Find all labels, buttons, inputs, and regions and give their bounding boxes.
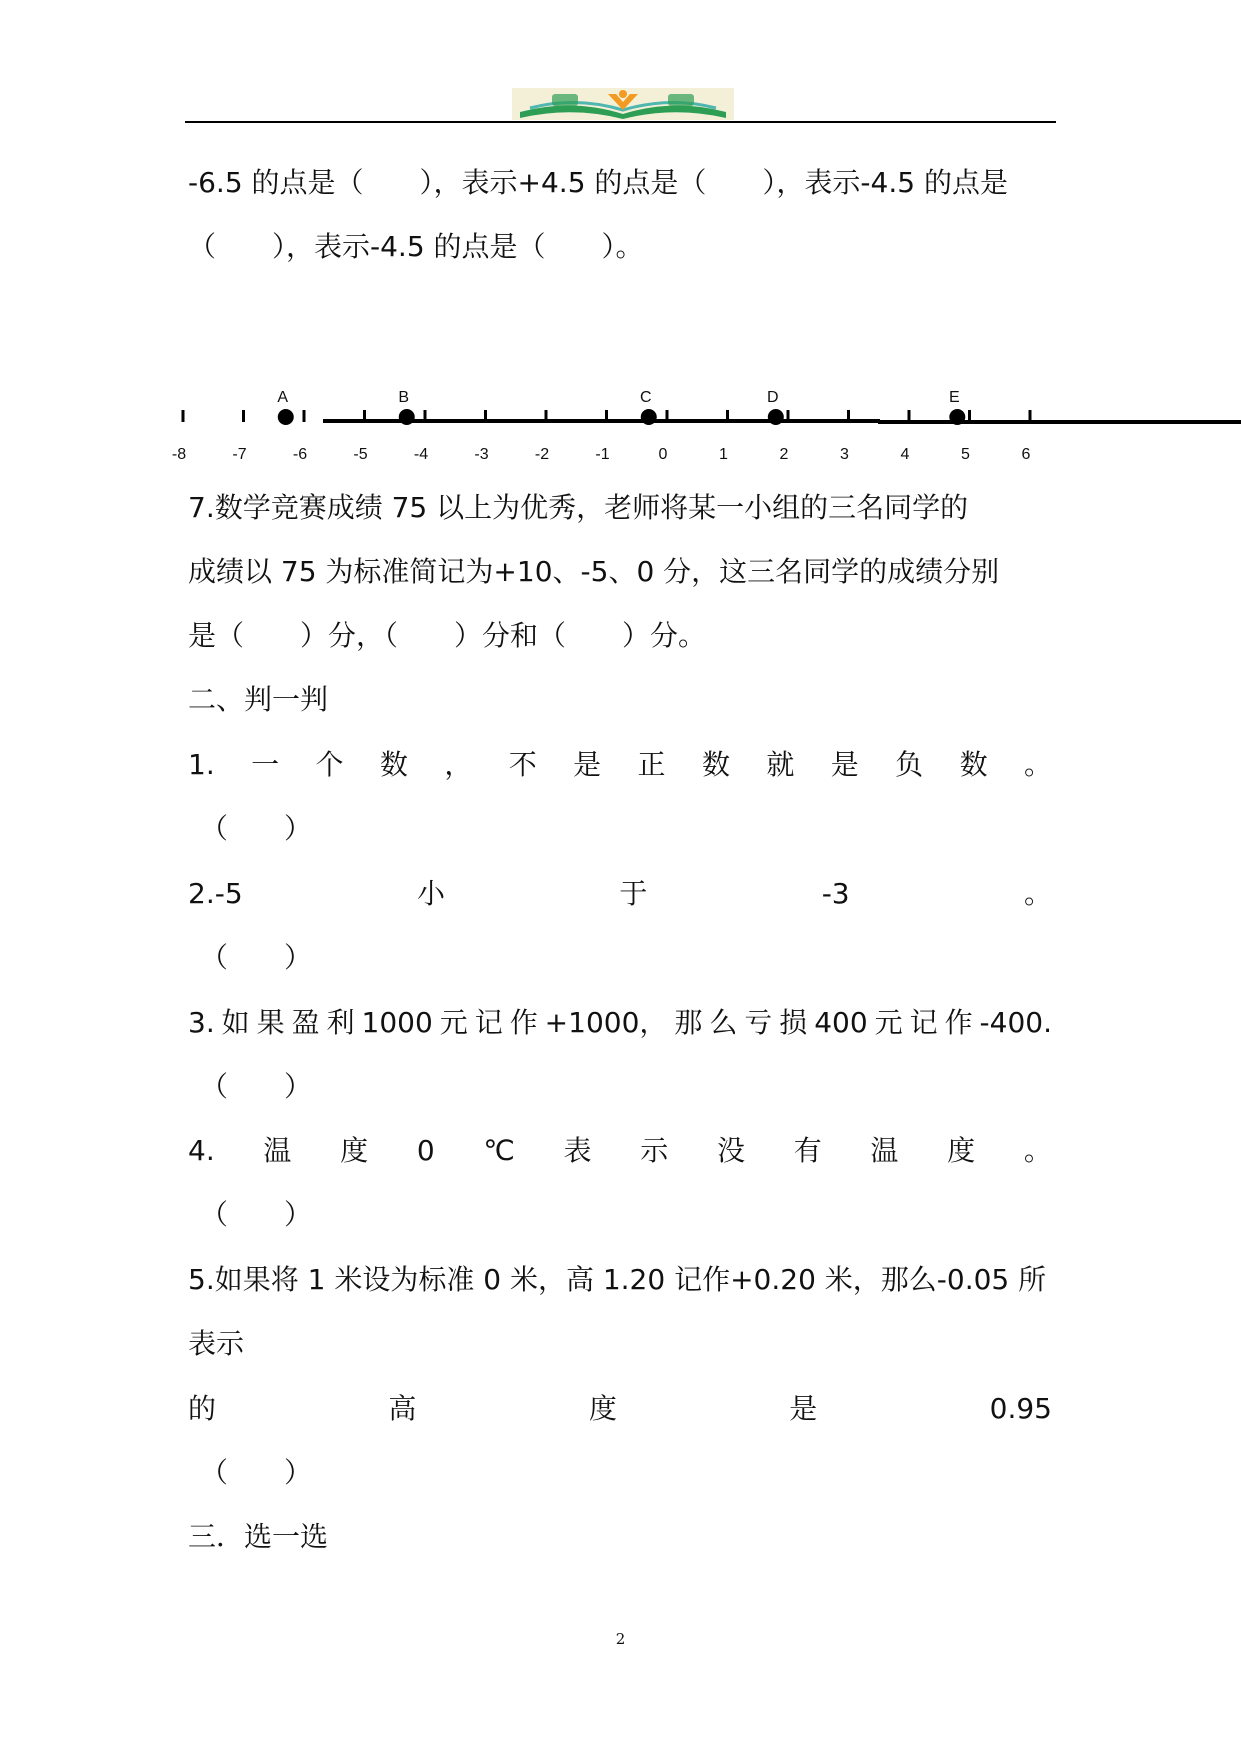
judge-q3-part: 元 — [874, 1006, 903, 1039]
judge-q5-line-3-part: 是 — [789, 1392, 818, 1425]
judge-q4-part: 示 — [640, 1134, 669, 1167]
point-label-d: D — [767, 389, 779, 406]
judge-q5-line-2: 表示 — [188, 1327, 245, 1360]
q7-line-2: 成绩以 75 为标准简记为+10、-5、0 分，这三名同学的成绩分别 — [188, 555, 1000, 588]
point-label-c: C — [639, 389, 652, 406]
judge-q5-line-3-part: 高 — [388, 1392, 417, 1425]
judge-q5-line-3-part: 度 — [588, 1392, 617, 1425]
header-logo — [512, 88, 734, 120]
judge-q4-part: 表 — [563, 1134, 592, 1167]
judge-q3-part: 利 — [326, 1006, 355, 1039]
judge-q2 — [188, 874, 1052, 914]
tick-label: 0 — [658, 446, 668, 463]
judge-q2-part: 2.-5 — [188, 877, 243, 910]
judge-q3-part: 3. — [188, 1006, 215, 1039]
judge-q1-part: 。 — [1023, 748, 1052, 781]
q7-line-3: 是（ ）分，（ ）分和（ ）分。 — [188, 619, 707, 652]
judge-q4-part: 度 — [340, 1134, 369, 1167]
judge-q2-answer-blank: （ ） — [200, 941, 313, 974]
q6-line-1: -6.5 的点是（ ），表示+4.5 的点是（ ），表示-4.5 的点是 — [188, 166, 1008, 199]
judge-q1-part: 负 — [895, 748, 924, 781]
judge-q4-part: 4. — [188, 1134, 215, 1167]
point-dot-b — [399, 409, 415, 425]
tick-label: 1 — [719, 446, 728, 463]
judge-q1-part: 数 — [379, 748, 408, 781]
tick-label: -1 — [595, 446, 610, 463]
judge-q3-part: 果 — [256, 1006, 285, 1039]
judge-q4-part: 0 — [416, 1134, 435, 1167]
tick-label: -8 — [171, 446, 187, 463]
tick-label: 6 — [1021, 446, 1031, 463]
judge-q4-part: 没 — [716, 1134, 745, 1167]
judge-q3-part: 作 — [944, 1006, 973, 1039]
section-2-title: 二、判一判 — [188, 683, 329, 716]
judge-q3-part: 损 — [779, 1006, 808, 1039]
tick-label: 5 — [961, 446, 970, 463]
tick-label: 2 — [779, 446, 789, 463]
judge-q5-line-1: 5.如果将 1 米设为标准 0 米，高 1.20 记作+0.20 米，那么-0.05 所 — [188, 1263, 1047, 1296]
tick-label: -4 — [413, 446, 429, 463]
judge-q1-part: 一 — [251, 748, 280, 781]
judge-q4-part: 有 — [793, 1134, 822, 1167]
judge-q5-line-3-part: 的 — [188, 1392, 217, 1425]
judge-q2-part: -3 — [821, 877, 850, 910]
tick-label: -5 — [353, 446, 368, 463]
judge-q1-part: 数 — [959, 748, 988, 781]
tick-label: -6 — [292, 446, 308, 463]
tick-label: -3 — [474, 446, 489, 463]
judge-q2-part: 于 — [619, 877, 648, 910]
q7-line-1: 7.数学竞赛成绩 75 以上为优秀，老师将某一小组的三名同学的 — [188, 491, 969, 524]
judge-q3-part: 记 — [474, 1006, 503, 1039]
judge-q1-part: 是 — [830, 748, 859, 781]
judge-q3-part: 么 — [709, 1006, 738, 1039]
judge-q1-part: 1. — [188, 748, 215, 781]
judge-q1 — [188, 745, 1052, 785]
judge-q3-part: +1000， — [544, 1006, 668, 1039]
judge-q1-part: 个 — [315, 748, 344, 781]
q6-line-2: （ ），表示-4.5 的点是（ ）。 — [188, 230, 644, 263]
judge-q3-part: 亏 — [744, 1006, 773, 1039]
judge-q1-answer-blank: （ ） — [200, 812, 313, 845]
point-label-e: E — [948, 389, 960, 406]
judge-q4-part: 度 — [947, 1134, 976, 1167]
judge-q5-line-3-part: 0.95 — [989, 1392, 1052, 1425]
point-dot-a — [278, 409, 294, 425]
header-rule — [185, 121, 1056, 123]
judge-q1-part: 正 — [637, 748, 666, 781]
judge-q4-part: 。 — [1023, 1134, 1052, 1167]
judge-q3-part: 元 — [439, 1006, 468, 1039]
judge-q5-answer-blank: （ ） — [200, 1456, 313, 1489]
judge-q2-part: 。 — [1023, 877, 1052, 910]
judge-q1-part: 数 — [701, 748, 730, 781]
section-3-title: 三．选一选 — [188, 1520, 329, 1553]
judge-q3-part: 1000 — [361, 1006, 433, 1039]
judge-q3-part: 那 — [674, 1006, 703, 1039]
judge-q1-part: 不 — [508, 748, 537, 781]
judge-q2-part: 小 — [416, 877, 445, 910]
judge-q3 — [188, 1003, 1052, 1043]
judge-q4-part: ℃ — [483, 1134, 515, 1167]
judge-q1-part: ， — [444, 748, 473, 781]
tick-label: 4 — [900, 446, 910, 463]
judge-q3-part: 如 — [221, 1006, 250, 1039]
judge-q1-part: 是 — [573, 748, 602, 781]
tick-label: -2 — [534, 446, 550, 463]
judge-q3-part: 记 — [909, 1006, 938, 1039]
tick-label: 3 — [840, 446, 849, 463]
page-number: 2 — [615, 1630, 626, 1648]
judge-q4-part: 温 — [870, 1134, 899, 1167]
point-dot-e — [949, 409, 965, 425]
judge-q3-answer-blank: （ ） — [200, 1070, 313, 1103]
point-dot-d — [768, 409, 784, 425]
number-line — [171, 380, 1241, 470]
judge-q3-part: -400. — [979, 1006, 1052, 1039]
judge-q3-part: 作 — [509, 1006, 538, 1039]
judge-q4-answer-blank: （ ） — [200, 1198, 313, 1231]
judge-q4-part: 温 — [263, 1134, 292, 1167]
point-dot-c — [641, 409, 657, 425]
judge-q4 — [188, 1131, 1052, 1171]
tick-label: -7 — [232, 446, 247, 463]
judge-q1-part: 就 — [766, 748, 795, 781]
point-label-b: B — [398, 389, 410, 406]
judge-q3-part: 400 — [814, 1006, 868, 1039]
judge-q5-line-3 — [188, 1389, 1052, 1429]
point-label-a: A — [277, 389, 289, 406]
judge-q3-part: 盈 — [291, 1006, 320, 1039]
